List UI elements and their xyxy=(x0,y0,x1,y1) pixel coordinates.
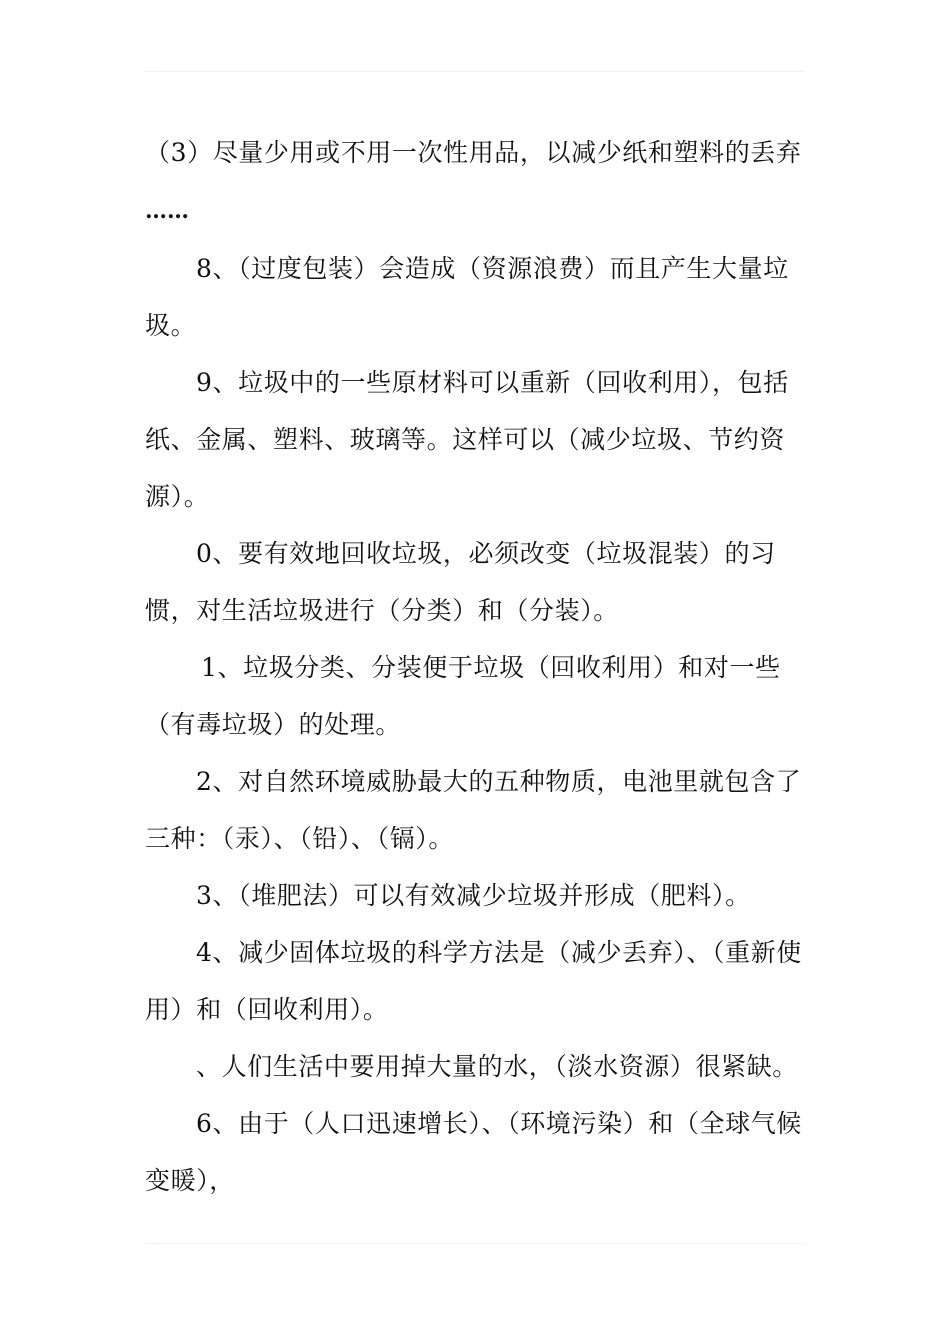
question-12: 2、对自然环境威胁最大的五种物质，电池里就包含了三种：（汞）、（铅）、（镉）。 xyxy=(145,767,802,853)
question-15: 、人们生活中要用掉大量的水，（淡水资源）很紧缺。 xyxy=(196,1052,798,1081)
question-13: 3、（堆肥法）可以有效减少垃圾并形成（肥料）。 xyxy=(196,881,751,910)
paragraph-text: （3）尽量少用或不用一次性用品，以减少纸和塑料的丢弃 xyxy=(145,138,802,167)
question-10: 0、要有效地回收垃圾，必须改变（垃圾混装）的习惯，对生活垃圾进行（分类）和（分装）。 xyxy=(145,539,776,625)
question-8: 8、（过度包装）会造成（资源浪费）而且产生大量垃圾。 xyxy=(145,254,789,340)
question-14: 4、减少固体垃圾的科学方法是（减少丢弃）、（重新使用）和（回收利用）。 xyxy=(145,938,802,1024)
paragraph-item-3 xyxy=(145,124,807,240)
header-rule xyxy=(145,71,805,72)
ellipsis-text: …… xyxy=(145,198,189,224)
question-9: 9、垃圾中的一些原材料可以重新（回收利用），包括纸、金属、塑料、玻璃等。这样可以（减少垃圾、节约资源）。 xyxy=(145,368,789,511)
footer-rule xyxy=(145,1243,805,1244)
question-16: 6、由于（人口迅速增长）、（环境污染）和（全球气候变暖）， xyxy=(145,1109,802,1195)
question-11: 1、垃圾分类、分装便于垃圾（回收利用）和对一些（有毒垃圾）的处理。 xyxy=(145,653,781,739)
document-body xyxy=(145,124,807,1209)
